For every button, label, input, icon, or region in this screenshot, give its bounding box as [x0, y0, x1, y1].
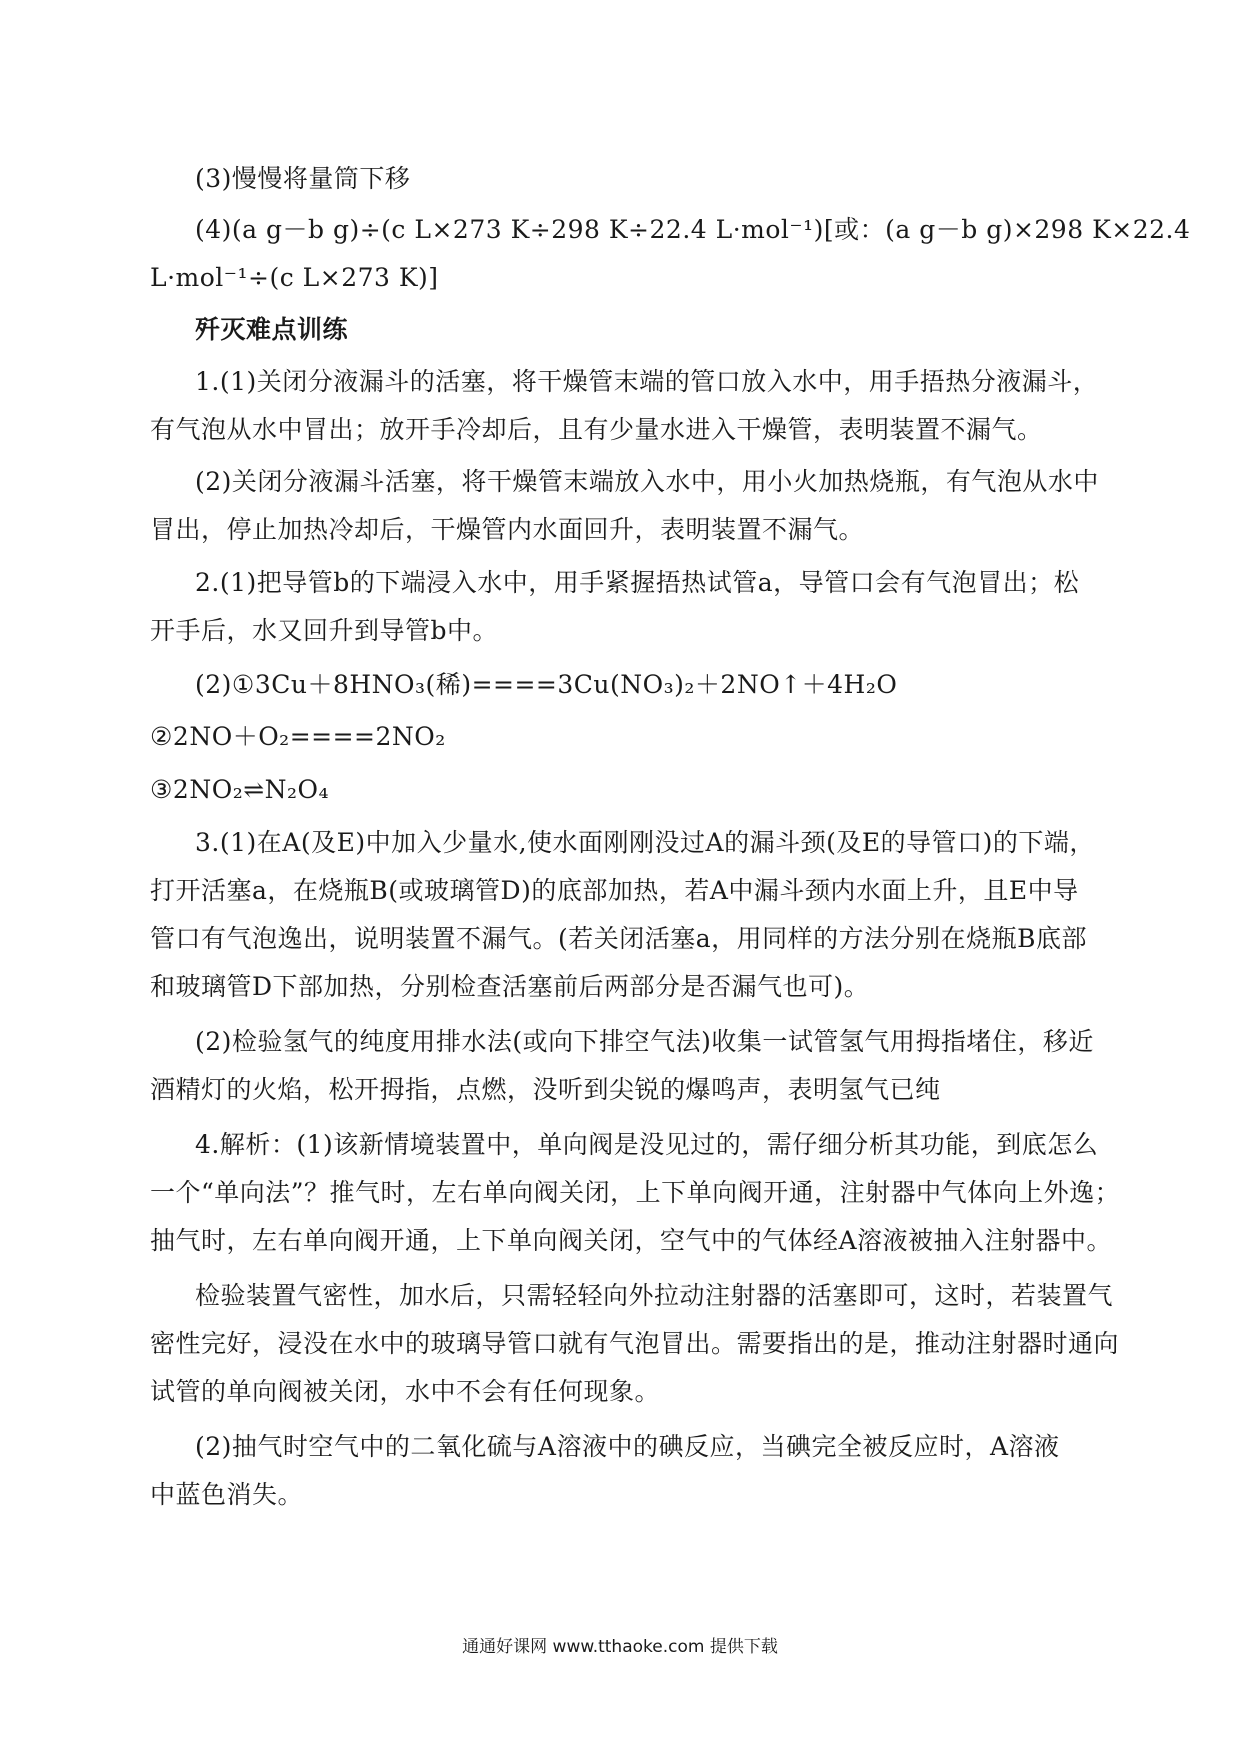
q1-2-line-2: 冒出，停止加热冷却后，干燥管内水面回升，表明装置不漏气。 — [150, 515, 865, 544]
q2-2-equation-3: ③2NO₂⇌N₂O₄ — [150, 775, 330, 804]
page-footer: 通通好课网 www.tthaoke.com 提供下载 — [462, 1637, 778, 1657]
q1-1-line-2: 有气泡从水中冒出；放开手冷却后，且有少量水进入干燥管，表明装置不漏气。 — [150, 415, 1043, 444]
q4-2-line-2: 中蓝色消失。 — [150, 1480, 304, 1509]
q4-2-line-1: (2)抽气时空气中的二氧化硫与A溶液中的碘反应，当碘完全被反应时，A溶液 — [195, 1432, 1060, 1461]
answer-3: (3)慢慢将量筒下移 — [195, 164, 411, 193]
q2-1-line-2: 开手后，水又回升到导管b中。 — [150, 616, 499, 645]
q3-1-line-3: 管口有气泡逸出，说明装置不漏气。(若关闭活塞a，用同样的方法分别在烧瓶B底部 — [150, 924, 1088, 953]
q1-1-line-1: 1.(1)关闭分液漏斗的活塞，将干燥管末端的管口放入水中，用手捂热分液漏斗， — [195, 367, 1099, 396]
q4-para-2-line-3: 试管的单向阀被关闭，水中不会有任何现象。 — [150, 1377, 661, 1406]
q3-1-line-1: 3.(1)在A(及E)中加入少量水,使水面刚刚没过A的漏斗颈(及E的导管口)的下端， — [195, 828, 1095, 857]
q3-1-line-2: 打开活塞a，在烧瓶B(或玻璃管D)的底部加热，若A中漏斗颈内水面上升，且E中导 — [150, 876, 1079, 905]
section-heading: 歼灭难点训练 — [195, 315, 349, 344]
q2-1-line-1: 2.(1)把导管b的下端浸入水中，用手紧握捂热试管a，导管口会有气泡冒出；松 — [195, 568, 1080, 597]
answer-4-line-1: (4)(a g－b g)÷(c L×273 K÷298 K÷22.4 L·mol⁻¹)[或：(a g－b g)×298 K×22.4 — [195, 215, 1191, 244]
q3-2-line-2: 酒精灯的火焰，松开拇指，点燃，没听到尖锐的爆鸣声，表明氢气已纯 — [150, 1075, 941, 1104]
q4-1-line-2: 一个“单向法”？推气时，左右单向阀关闭，上下单向阀开通，注射器中气体向上外逸； — [150, 1178, 1121, 1207]
q1-2-line-1: (2)关闭分液漏斗活塞，将干燥管末端放入水中，用小火加热烧瓶，有气泡从水中 — [195, 467, 1099, 496]
q4-1-line-3: 抽气时，左右单向阀开通，上下单向阀关闭，空气中的气体经A溶液被抽入注射器中。 — [150, 1226, 1113, 1255]
q3-2-line-1: (2)检验氢气的纯度用排水法(或向下排空气法)收集一试管氢气用拇指堵住，移近 — [195, 1027, 1094, 1056]
q2-2-equation-2: ②2NO＋O₂====2NO₂ — [150, 722, 446, 751]
q4-1-line-1: 4.解析：(1)该新情境装置中，单向阀是没见过的，需仔细分析其功能，到底怎么 — [195, 1130, 1099, 1159]
answer-4-line-2: L·mol⁻¹÷(c L×273 K)] — [150, 263, 439, 292]
q4-para-2-line-1: 检验装置气密性，加水后，只需轻轻向外拉动注射器的活塞即可，这时，若装置气 — [195, 1281, 1114, 1310]
q3-1-line-4: 和玻璃管D下部加热，分别检查活塞前后两部分是否漏气也可)。 — [150, 972, 870, 1001]
q2-2-equation-1: (2)①3Cu＋8HNO₃(稀)====3Cu(NO₃)₂＋2NO↑＋4H₂O — [195, 670, 898, 699]
q4-para-2-line-2: 密性完好，浸没在水中的玻璃导管口就有气泡冒出。需要指出的是，推动注射器时通向 — [150, 1329, 1120, 1358]
